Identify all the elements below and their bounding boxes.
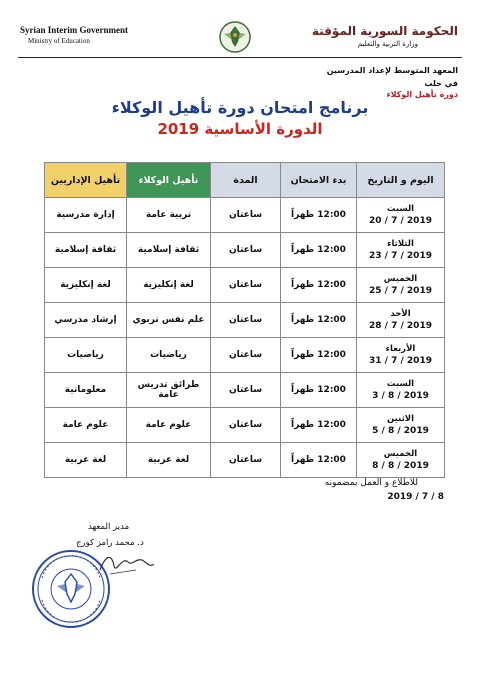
duration-cell: ساعتان bbox=[211, 408, 281, 443]
duration-cell: ساعتان bbox=[211, 338, 281, 373]
table-row bbox=[45, 373, 445, 408]
day-date-cell bbox=[357, 408, 445, 443]
day-name: الثلاثاء bbox=[387, 239, 414, 249]
exam-date: 2019 / 7 / 25 bbox=[369, 286, 432, 296]
header-duration: المدة bbox=[211, 163, 281, 198]
agents-subject-cell: لغة عربية bbox=[127, 443, 211, 478]
day-name: الخميس bbox=[383, 274, 418, 284]
header-start: بدء الامتحان bbox=[281, 163, 357, 198]
agents-subject-cell: لغة إنكليزية bbox=[127, 268, 211, 303]
table-row bbox=[45, 443, 445, 478]
exam-schedule-table bbox=[44, 162, 445, 478]
admins-subject-cell: علوم عامة bbox=[45, 408, 127, 443]
admins-subject-cell: رياضيات bbox=[45, 338, 127, 373]
document-title: برنامج امتحان دورة تأهيل الوكلاء bbox=[111, 98, 369, 117]
duration-cell: ساعتان bbox=[211, 303, 281, 338]
duration-cell: ساعتان bbox=[211, 233, 281, 268]
agents-subject-cell: ثقافة إسلامية bbox=[127, 233, 211, 268]
day-date-cell bbox=[357, 268, 445, 303]
start-cell: 12:00 ظهراً bbox=[281, 268, 357, 303]
duration-cell: ساعتان bbox=[211, 268, 281, 303]
day-name: السبت bbox=[386, 204, 415, 214]
start-cell: 12:00 ظهراً bbox=[281, 233, 357, 268]
exam-date: 2019 / 7 / 23 bbox=[369, 251, 432, 261]
admins-subject-cell: لغة عربية bbox=[45, 443, 127, 478]
day-date-cell bbox=[357, 443, 445, 478]
duration-cell: ساعتان bbox=[211, 373, 281, 408]
table-row bbox=[45, 198, 445, 233]
exam-date: 2019 / 7 / 28 bbox=[369, 321, 432, 331]
exam-date: 2019 / 7 / 20 bbox=[369, 216, 432, 226]
table-row bbox=[45, 408, 445, 443]
day-name: الأربعاء bbox=[385, 344, 416, 354]
table-row bbox=[45, 268, 445, 303]
signer-name: د. محمد رامز كورج bbox=[76, 538, 144, 548]
exam-date: 2019 / 8 / 5 bbox=[372, 426, 429, 436]
signer-title: مدير المعهد bbox=[88, 522, 130, 532]
table-header-row bbox=[45, 163, 445, 198]
admins-subject-cell: إرشاد مدرسي bbox=[45, 303, 127, 338]
table-row bbox=[45, 303, 445, 338]
header-admins: تأهيل الإداريين bbox=[45, 163, 127, 198]
start-cell: 12:00 ظهراً bbox=[281, 303, 357, 338]
admins-subject-cell: ثقافة إسلامية bbox=[45, 233, 127, 268]
header-day-date: اليوم و التاريخ bbox=[357, 163, 445, 198]
table-row bbox=[45, 338, 445, 373]
ministry-name-ar: وزارة التربية والتعليم bbox=[357, 40, 418, 48]
exam-date: 2019 / 8 / 8 bbox=[372, 461, 429, 471]
agents-subject-cell: رياضيات bbox=[127, 338, 211, 373]
day-name: السبت bbox=[386, 379, 415, 389]
handwritten-signature-icon bbox=[96, 548, 156, 578]
day-date-cell bbox=[357, 198, 445, 233]
day-name: الخميس bbox=[383, 449, 418, 459]
day-date-cell bbox=[357, 303, 445, 338]
duration-cell: ساعتان bbox=[211, 443, 281, 478]
day-date-cell bbox=[357, 338, 445, 373]
footer-date: 2019 / 7 / 8 bbox=[387, 492, 444, 502]
day-name: الاثنين bbox=[386, 414, 415, 424]
agents-subject-cell: علوم عامة bbox=[127, 408, 211, 443]
table-row bbox=[45, 233, 445, 268]
start-cell: 12:00 ظهراً bbox=[281, 443, 357, 478]
day-name: الأحد bbox=[390, 309, 411, 319]
government-name-ar: الحكومة السورية المؤقتة bbox=[311, 24, 458, 38]
start-cell: 12:00 ظهراً bbox=[281, 373, 357, 408]
agents-subject-cell: تربية عامة bbox=[127, 198, 211, 233]
exam-date: 2019 / 7 / 31 bbox=[369, 356, 432, 366]
agents-subject-cell: طرائق تدريس عامة bbox=[127, 373, 211, 408]
start-cell: 12:00 ظهراً bbox=[281, 338, 357, 373]
header-divider bbox=[18, 57, 462, 58]
course-name: دورة تأهيل الوكلاء bbox=[386, 90, 458, 99]
start-cell: 12:00 ظهراً bbox=[281, 408, 357, 443]
footer-note: للاطلاع و العمل بمضمونه bbox=[324, 478, 418, 488]
header-agents: تأهيل الوكلاء bbox=[127, 163, 211, 198]
admins-subject-cell: إدارة مدرسية bbox=[45, 198, 127, 233]
agents-subject-cell: علم نفس تربوي bbox=[127, 303, 211, 338]
institute-name: المعهد المتوسط لإعداد المدرسين bbox=[326, 66, 458, 75]
day-date-cell bbox=[357, 233, 445, 268]
admins-subject-cell: معلوماتية bbox=[45, 373, 127, 408]
institute-city: في حلب bbox=[424, 79, 458, 88]
ministry-name-en: Ministry of Education bbox=[28, 37, 90, 45]
admins-subject-cell: لغة إنكليزية bbox=[45, 268, 127, 303]
duration-cell: ساعتان bbox=[211, 198, 281, 233]
government-name-en: Syrian Interim Government bbox=[20, 25, 128, 35]
exam-date: 2019 / 8 / 3 bbox=[372, 391, 429, 401]
document-subtitle: الدورة الأساسية 2019 bbox=[157, 120, 323, 138]
day-date-cell bbox=[357, 373, 445, 408]
start-cell: 12:00 ظهراً bbox=[281, 198, 357, 233]
government-emblem-icon bbox=[218, 20, 252, 54]
